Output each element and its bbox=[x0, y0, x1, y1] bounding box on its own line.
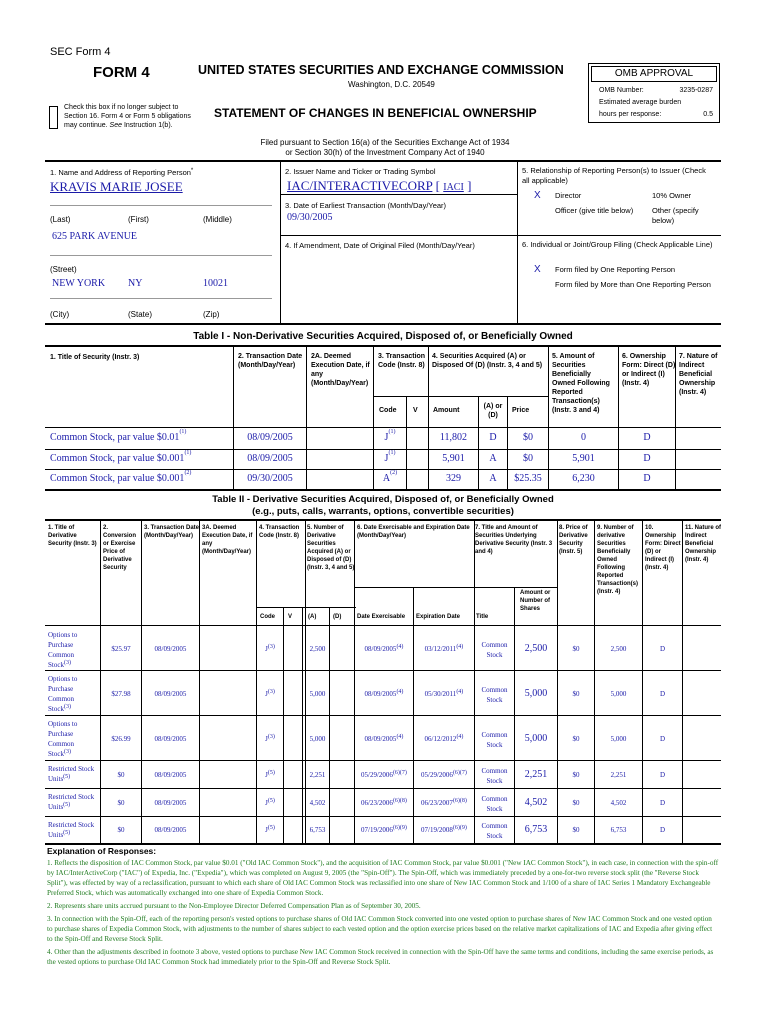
zip-label: (Zip) bbox=[203, 310, 220, 319]
t1-h7: 7. Nature of Indirect Beneficial Ownership (Instr. 4) bbox=[679, 353, 718, 396]
t1-row-code: $J^{(1)}$ bbox=[384, 450, 396, 464]
t1-row-title: Common Stock, par value $0.001$^{(1)}$ bbox=[50, 450, 192, 464]
box5-label: 5. Relationship of Reporting Person(s) to Issuer (Check all applicable) bbox=[522, 166, 706, 185]
t1-row-date: 09/30/2005 bbox=[247, 473, 293, 484]
t2-h4: 4. Transaction Code (Instr. 8) bbox=[259, 525, 300, 539]
t2-row-f10: D bbox=[659, 689, 666, 698]
officer-label: Officer (give title below) bbox=[555, 206, 634, 215]
note-4: 4. Other than the adjustments described in footnote 3 above, vested options to purchase New IAC Common Stock received in connection with the Spin-Off have the same terms and conditions, including the same exercise periods, as the vested options to purchase Old IAC Common Stock had immediately prior to the Spin-Off and Reverse Stock Split. bbox=[47, 948, 714, 966]
t1-row-form: D bbox=[643, 453, 651, 464]
t2-row-ed: 06/12/2012$^{(4)}$ bbox=[424, 733, 464, 743]
t2-row-ut: Common Stock bbox=[481, 685, 508, 704]
omb-burden-label: Estimated average burden bbox=[599, 99, 682, 106]
t2-de: Date Exercisable bbox=[357, 614, 406, 620]
t1-row-code: $A^{(2)}$ bbox=[382, 470, 398, 484]
t2-row-title: Options to Purchase Common Stock$^{(3)}$ bbox=[48, 631, 78, 669]
filed-pursuant: Filed pursuant to Section 16(a) of the Securities Exchange Act of 1934 or Section 30(h) of the Investment Company Act of 1940 bbox=[260, 138, 510, 157]
t2-row-f10: D bbox=[659, 771, 666, 779]
owner10-label: 10% Owner bbox=[652, 191, 692, 200]
first-label: (First) bbox=[128, 215, 149, 224]
t2-row-f10: D bbox=[659, 825, 666, 834]
more-person-label: Form filed by More than One Reporting Person bbox=[555, 280, 711, 289]
t2-h10: 10. Ownership Form: Direct (D) or Indirect (I) (Instr. 4) bbox=[645, 525, 681, 571]
t2-row-a: 6,753 bbox=[309, 825, 326, 834]
explanation-notes bbox=[47, 858, 719, 967]
t2-row-ua: 4,502 bbox=[524, 797, 548, 808]
state-value: NY bbox=[128, 278, 143, 289]
t2-row-de: 08/09/2005$^{(4)}$ bbox=[364, 733, 404, 743]
t2-row-ua: 2,251 bbox=[524, 769, 548, 780]
t2-h1: 1. Title of Derivative Security (Instr. 3) bbox=[48, 525, 97, 547]
t2-row-date: 08/09/2005 bbox=[154, 799, 187, 807]
t2-code: Code bbox=[260, 614, 275, 620]
t2-row-ut: Common Stock bbox=[481, 795, 508, 813]
street-value: 625 PARK AVENUE bbox=[52, 231, 138, 242]
t1-row-amount: 329 bbox=[446, 473, 461, 484]
t2-row-code: $J^{(5)}$ bbox=[265, 770, 275, 779]
issuer-name: IAC/INTERACTIVECORP [ IACI ] bbox=[287, 178, 472, 193]
t1-v: V bbox=[413, 407, 418, 414]
t2-row-price: $0 bbox=[117, 799, 125, 807]
middle-label: (Middle) bbox=[203, 215, 232, 224]
t2-row-de: $07/19/2006^{(6)(9)}$ bbox=[361, 824, 407, 834]
t2-row-ua: 5,000 bbox=[524, 687, 548, 699]
t2-row-f10: D bbox=[659, 734, 666, 743]
box4-label: 4. If Amendment, Date of Original Filed (Month/Day/Year) bbox=[285, 241, 475, 250]
t2-h2: 2. Conversion or Exercise Price of Derivative Security bbox=[103, 525, 137, 571]
t2-h11: 11. Nature of Indirect Beneficial Ownership (Instr. 4) bbox=[685, 525, 722, 563]
t2-row-f10: D bbox=[659, 645, 666, 653]
t2-h3a: 3A. Deemed Execution Date, if any (Month/Day/Year) bbox=[202, 525, 253, 555]
t2-row-p8: $0 bbox=[572, 734, 580, 743]
note-1: 1. Reflects the disposition of IAC Common Stock, par value $0.01 ("Old IAC Common Stock"), and the acquisition of IAC Common Stock, par value $0.001 ("New IAC Common Stock"), in each case, in connection with the spin-off by IAC/InterActiveCorp ("IAC") of Expedia, Inc. ("Expedia"), which was completed on August 9, 2005 (the "Spin-Off"). The Spin-Off, which was immediately preceded by a one-for-two reverse stock split (the "Reverse Stock Split"), was effected by way of a reclassification, pursuant to which each share of Old IAC Common Stock was reclassified into one share of New IAC Common Stock and 1/100 of a share of IAC Series 1 Mandatory Exchangeable Preferred Stock, which was automatically exchanged into one share of Expedia Common Stock. bbox=[47, 859, 719, 897]
t2-row-n9: 6,753 bbox=[610, 825, 627, 834]
city-label: (City) bbox=[50, 310, 70, 319]
one-person-check[interactable]: X bbox=[534, 264, 541, 275]
t1-row-price: $25.35 bbox=[514, 473, 542, 484]
t2-row-a: 2,500 bbox=[309, 645, 326, 653]
box6-label: 6. Individual or Joint/Group Filing (Check Applicable Line) bbox=[522, 240, 713, 249]
omb-approval-box bbox=[588, 63, 720, 123]
t2-h7: 7. Title and Amount of Securities Underlying Derivative Security (Instr. 3 and 4) bbox=[475, 525, 553, 555]
t2-row-n9: 2,500 bbox=[610, 645, 627, 653]
t2-t: Title bbox=[476, 614, 489, 620]
city-value: NEW YORK bbox=[52, 278, 106, 289]
t1-row-form: D bbox=[643, 473, 651, 484]
t2-h3: 3. Transaction Date (Month/Day/Year) bbox=[144, 525, 200, 539]
t2-row-title: Restricted Stock Units$^{(5)}$ bbox=[48, 765, 95, 783]
t1-row-ad: A bbox=[489, 453, 497, 464]
zip-value: 10021 bbox=[203, 278, 228, 289]
director-label: Director bbox=[555, 191, 582, 200]
commission-location: Washington, D.C. 20549 bbox=[348, 80, 435, 89]
t2-row-n9: 2,251 bbox=[610, 771, 627, 779]
t2-a: (A) bbox=[308, 614, 317, 620]
t2-row-p8: $0 bbox=[572, 799, 580, 807]
t2-h9: 9. Number of derivative Securities Beneficially Owned Following Reported Transaction(s) (Instr. 4) bbox=[597, 525, 639, 595]
t2-row-price: $25.97 bbox=[111, 645, 131, 653]
t2-row-ed: $07/19/2008^{(6)(9)}$ bbox=[421, 824, 467, 834]
box3-label: 3. Date of Earliest Transaction (Month/Day/Year) bbox=[285, 201, 447, 210]
reporting-person-name: KRAVIS MARIE JOSEE bbox=[50, 179, 183, 194]
no-longer-subject-checkbox[interactable] bbox=[49, 106, 58, 129]
t1-h1: 1. Title of Security (Instr. 3) bbox=[50, 354, 140, 361]
t1-row-price: $0 bbox=[523, 453, 533, 464]
t2-row-n9: 4,502 bbox=[610, 799, 627, 807]
t2-row-p8: $0 bbox=[572, 645, 580, 653]
t2-row-date: 08/09/2005 bbox=[154, 734, 187, 743]
omb-hours-value: 0.5 bbox=[703, 111, 713, 118]
t2-row-ua: 6,753 bbox=[524, 823, 548, 835]
t2-row-title: Options to Purchase Common Stock$^{(3)}$ bbox=[48, 675, 78, 713]
t2-row-p8: $0 bbox=[572, 825, 580, 834]
t2-row-ut: Common Stock bbox=[481, 730, 508, 749]
omb-approval-title: OMB APPROVAL bbox=[591, 66, 717, 82]
t2-row-price: $27.98 bbox=[111, 689, 131, 698]
t1-h3: 3. Transaction Code (Instr. 8) bbox=[378, 353, 426, 369]
t2-row-date: 08/09/2005 bbox=[154, 771, 187, 779]
t2-row-price: $0 bbox=[117, 771, 125, 779]
table1-title: Table I - Non-Derivative Securities Acquired, Disposed of, or Beneficially Owned bbox=[193, 331, 573, 342]
t2-row-a: 5,000 bbox=[309, 734, 326, 743]
t1-row-ad: A bbox=[489, 473, 497, 484]
t2-row-date: 08/09/2005 bbox=[154, 645, 187, 653]
t2-h5: 5. Number of Derivative Securities Acquired (A) or Disposed of (D) (Instr. 3, 4 and 5) bbox=[307, 525, 355, 571]
t1-h5: 5. Amount of Securities Beneficially Owned Following Reported Transaction(s) (Instr. 3 and 4) bbox=[552, 353, 610, 414]
t2-row-n9: 5,000 bbox=[610, 689, 627, 698]
t2-h6: 6. Date Exercisable and Expiration Date (Month/Day/Year) bbox=[357, 525, 470, 539]
t1-row-price: $0 bbox=[523, 432, 533, 443]
t2-row-title: Restricted Stock Units$^{(5)}$ bbox=[48, 821, 95, 839]
checkbox-instruction: Check this box if no longer subject to Section 16. Form 4 or Form 5 obligations may continue. See Instruction 1(b). bbox=[64, 104, 191, 129]
t1-row-form: D bbox=[643, 432, 651, 443]
t2-row-title: Restricted Stock Units$^{(5)}$ bbox=[48, 793, 95, 811]
last-label: (Last) bbox=[50, 215, 71, 224]
t2-row-a: 4,502 bbox=[309, 799, 326, 807]
table2-title: Table II - Derivative Securities Acquired, Disposed of, or Beneficially Owned (e.g., puts, calls, warrants, options, convertible securities) bbox=[212, 494, 554, 517]
t2-row-de: 08/09/2005$^{(4)}$ bbox=[364, 688, 404, 698]
t2-row-title: Options to Purchase Common Stock$^{(3)}$ bbox=[48, 720, 78, 758]
t2-row-de: $05/29/2006^{(6)(7)}$ bbox=[361, 770, 407, 779]
t2-row-ed: $06/23/2007^{(6)(8)}$ bbox=[421, 798, 467, 807]
t2-row-p8: $0 bbox=[572, 689, 580, 698]
t2-d: (D) bbox=[333, 614, 342, 620]
t2-row-de: 08/09/2005$^{(4)}$ bbox=[364, 644, 404, 653]
t2-row-price: $0 bbox=[117, 825, 125, 834]
t1-aord: (A) or (D) bbox=[483, 403, 503, 419]
t1-row-code: $J^{(1)}$ bbox=[384, 429, 396, 443]
t2-row-ua: 2,500 bbox=[524, 643, 548, 654]
omb-number-value: 3235-0287 bbox=[679, 87, 713, 94]
t2-row-ua: 5,000 bbox=[524, 732, 548, 744]
t1-row-title: Common Stock, par value $0.01$^{(1)}$ bbox=[50, 429, 187, 443]
t2-row-date: 08/09/2005 bbox=[154, 689, 187, 698]
other-label: Other (specify below) bbox=[652, 206, 699, 225]
t1-row-amount: 11,802 bbox=[439, 432, 468, 443]
box2-label: 2. Issuer Name and Ticker or Trading Symbol bbox=[285, 167, 436, 176]
sec-form-label: SEC Form 4 bbox=[50, 46, 111, 58]
t2-row-price: $26.99 bbox=[111, 734, 131, 743]
state-label: (State) bbox=[128, 310, 153, 319]
t2-row-date: 08/09/2005 bbox=[154, 825, 187, 834]
commission-title: UNITED STATES SECURITIES AND EXCHANGE COMMISSION bbox=[198, 63, 564, 77]
t2-row-code: $J^{(3)}$ bbox=[265, 644, 275, 653]
director-check[interactable]: X bbox=[534, 190, 541, 201]
box1-label: 1. Name and Address of Reporting Person* bbox=[50, 168, 194, 177]
t1-code: Code bbox=[379, 407, 397, 414]
t2-ed: Expiration Date bbox=[416, 614, 461, 620]
t2-amt: Amount or Number of Shares bbox=[520, 590, 551, 612]
t2-v: V bbox=[288, 614, 293, 620]
t2-row-code: $J^{(5)}$ bbox=[265, 824, 275, 834]
t1-row-owned: 0 bbox=[581, 432, 586, 443]
t2-row-f10: D bbox=[659, 799, 666, 807]
t2-row-code: $J^{(3)}$ bbox=[265, 733, 275, 743]
t1-row-ad: D bbox=[489, 432, 497, 443]
t2-row-ut: Common Stock bbox=[481, 821, 508, 840]
omb-number-label: OMB Number: bbox=[599, 87, 644, 94]
t2-row-a: 5,000 bbox=[309, 689, 326, 698]
note-2: 2. Represents share units accrued pursuant to the Non-Employee Director Deferred Compensation Plan as of September 30, 2005. bbox=[47, 902, 421, 910]
t1-h2: 2. Transaction Date (Month/Day/Year) bbox=[238, 353, 303, 369]
one-person-label: Form filed by One Reporting Person bbox=[555, 265, 676, 274]
statement-title: STATEMENT OF CHANGES IN BENEFICIAL OWNERSHIP bbox=[214, 106, 537, 120]
t1-h6: 6. Ownership Form: Direct (D) or Indirect (I) (Instr. 4) bbox=[622, 353, 676, 387]
t2-row-p8: $0 bbox=[572, 771, 580, 779]
t1-row-amount: 5,901 bbox=[442, 453, 465, 464]
t1-row-title: Common Stock, par value $0.001$^{(2)}$ bbox=[50, 470, 192, 484]
earliest-transaction-date: 09/30/2005 bbox=[287, 212, 333, 223]
t1-h4: 4. Securities Acquired (A) or Disposed Of (D) (Instr. 3, 4 and 5) bbox=[432, 353, 543, 369]
t1-row-date: 08/09/2005 bbox=[247, 432, 293, 443]
t1-h2a: 2A. Deemed Execution Date, if any (Month/Day/Year) bbox=[311, 353, 370, 387]
t2-row-a: 2,251 bbox=[309, 771, 326, 779]
t2-row-ut: Common Stock bbox=[481, 641, 508, 659]
explanation-title: Explanation of Responses: bbox=[47, 846, 157, 856]
omb-hours-label: hours per response: bbox=[599, 111, 662, 118]
t1-row-date: 08/09/2005 bbox=[247, 453, 293, 464]
t1-row-owned: 6,230 bbox=[572, 473, 595, 484]
street-label: (Street) bbox=[50, 265, 77, 274]
t2-row-ut: Common Stock bbox=[481, 767, 508, 785]
t2-row-n9: 5,000 bbox=[610, 734, 627, 743]
t2-row-code: $J^{(5)}$ bbox=[265, 798, 275, 807]
form-title: FORM 4 bbox=[93, 64, 150, 81]
t2-h8: 8. Price of Derivative Security (Instr. 5) bbox=[559, 525, 588, 555]
t2-row-ed: $05/29/2006^{(6)(7)}$ bbox=[421, 770, 467, 779]
t1-price: Price bbox=[512, 407, 530, 414]
t2-row-de: $06/23/2006^{(6)(8)}$ bbox=[361, 798, 407, 807]
note-3: 3. In connection with the Spin-Off, each of the reporting person's vested options to purchase shares of Old IAC Common Stock converted into one vested option to purchase shares of New IAC Common Stock and one vested option to purchase shares of Expedia Common Stock, with adjustments to the number of shares subject to each vested option and the option exercise prices based on the relative market capitalizations of IAC and Expedia after giving effect to the Spin-Off and Reverse Stock Split. bbox=[47, 915, 713, 943]
t1-row-owned: 5,901 bbox=[572, 453, 595, 464]
t1-amount: Amount bbox=[433, 407, 460, 414]
t2-row-ed: 03/12/2011$^{(4)}$ bbox=[424, 644, 464, 653]
t2-row-code: $J^{(3)}$ bbox=[265, 688, 275, 698]
t2-row-ed: 05/30/2011$^{(4)}$ bbox=[424, 688, 464, 698]
